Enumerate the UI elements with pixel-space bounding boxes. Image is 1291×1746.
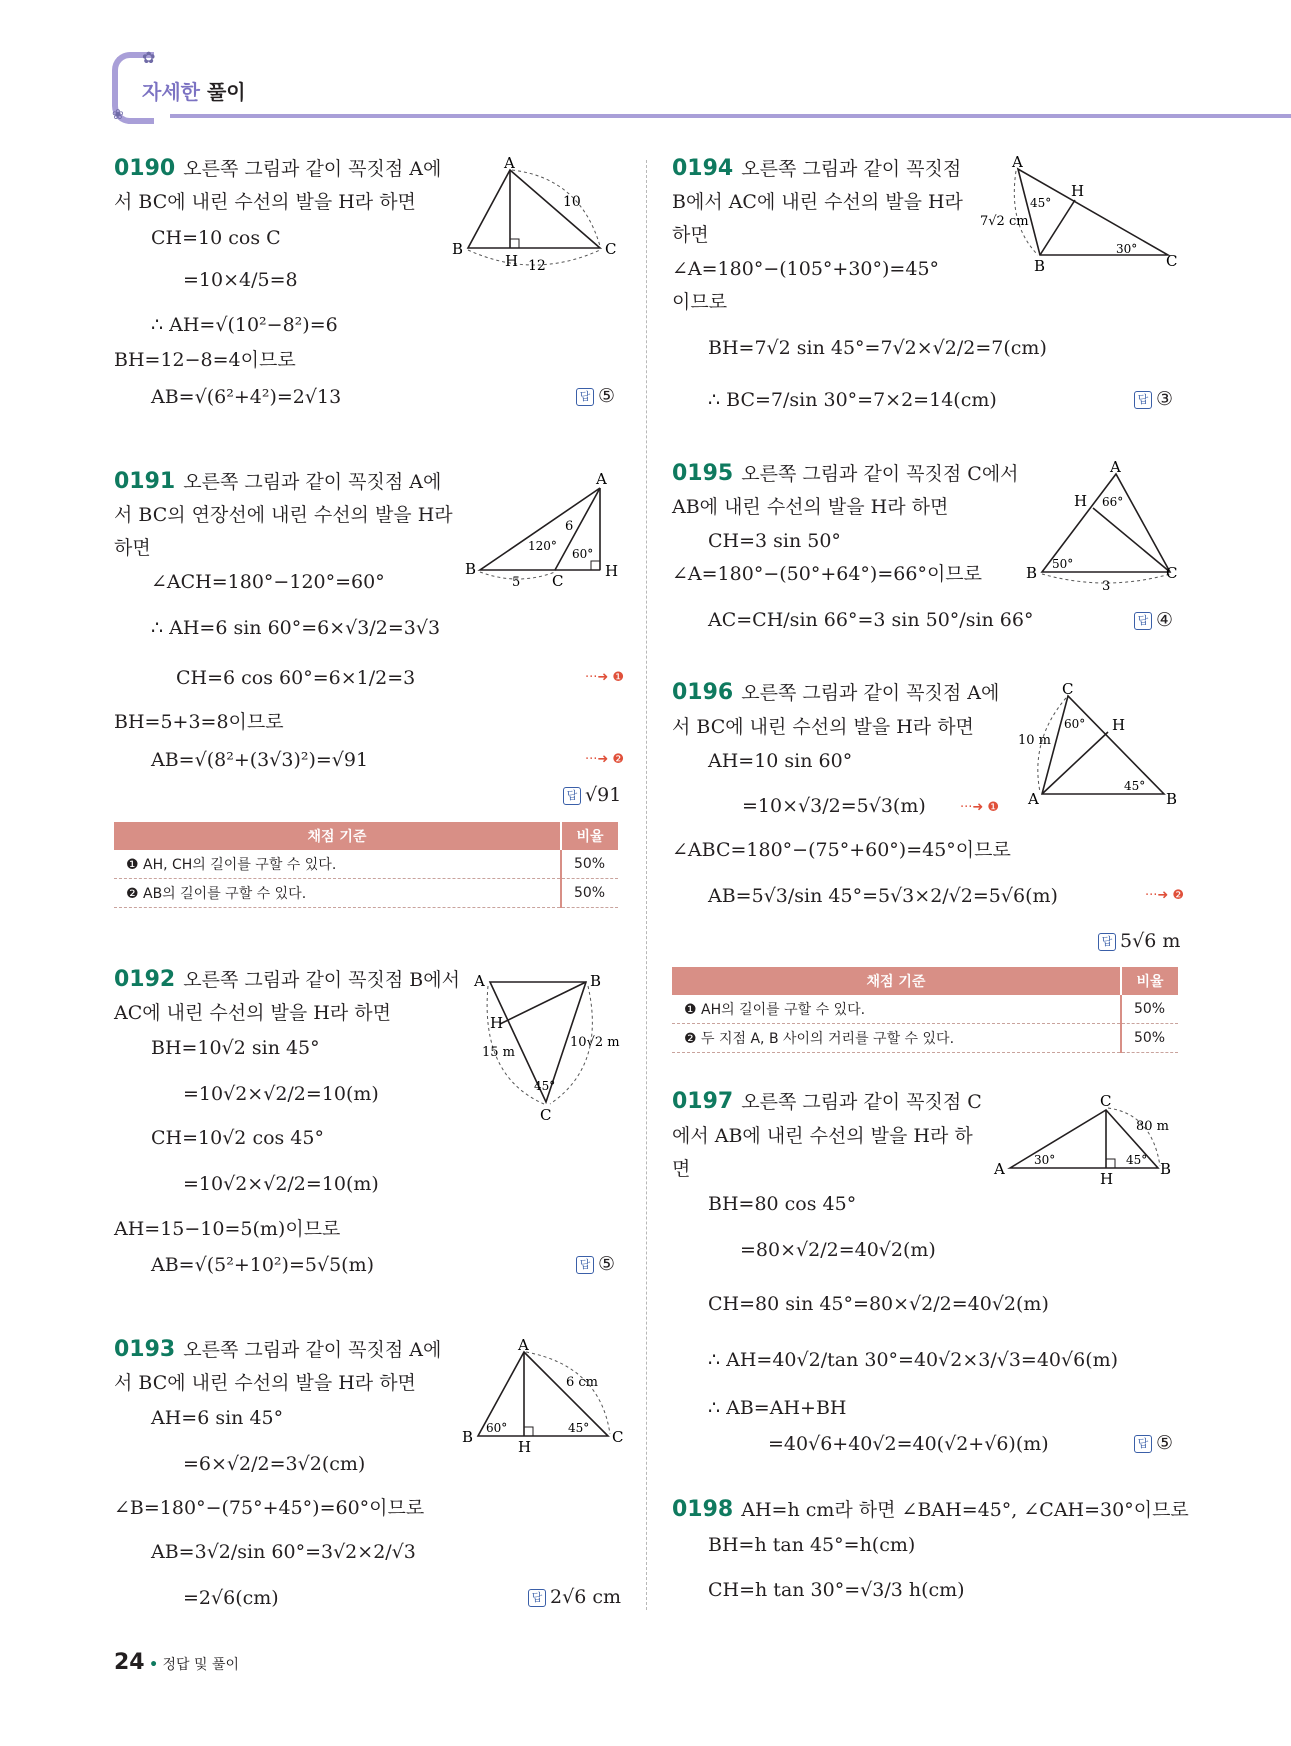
problem-line: B에서 AC에 내린 수선의 발을 H라 — [672, 191, 963, 213]
equation: ∴ AB=AH+BH — [708, 1397, 847, 1419]
column-divider — [646, 160, 647, 1610]
scoring-mark: ···➜ ❷ — [585, 752, 625, 767]
equation: BH=h tan 45°=h(cm) — [708, 1534, 916, 1556]
label-H: H — [518, 1438, 532, 1456]
label-A: A — [504, 154, 515, 172]
problem-line — [114, 157, 441, 181]
label-A: A — [596, 470, 607, 488]
label-C: C — [540, 1106, 552, 1124]
equation: AB=5√3/sin 45°=5√3×2/√2=5√6(m) — [708, 885, 1058, 907]
mark-value: ❶ — [612, 670, 625, 685]
scoring-mark: ···➜ ❶ — [585, 670, 625, 685]
cell: ❶ AH, CH의 길이를 구할 수 있다. — [114, 850, 561, 879]
mark-value: ❷ — [1172, 888, 1185, 903]
problem-number: 0194 — [672, 156, 734, 181]
text: 오른쪽 그림과 같이 꼭짓점 A에 — [741, 682, 1000, 704]
equation: ∠B=180°−(75°+45°)=60°이므로 — [114, 1497, 425, 1519]
equation: AB=3√2/sin 60°=3√2×2/√3 — [151, 1541, 416, 1563]
text: 오른쪽 그림과 같이 꼭짓점 C — [741, 1091, 982, 1113]
answer-value: √91 — [585, 784, 622, 806]
answer-badge-icon: 답 — [1098, 933, 1116, 951]
label-H: H — [505, 252, 519, 270]
problem-line: 서 BC에 내린 수선의 발을 H라 하면 — [672, 716, 974, 738]
table-header: 채점 기준 — [114, 822, 561, 850]
label-C: C — [1100, 1092, 1112, 1110]
problem-line — [114, 1338, 441, 1362]
label-45: 45° — [1126, 1153, 1148, 1167]
scoring-mark: ···➜ ❷ — [1145, 888, 1185, 903]
problem-number: 0195 — [672, 461, 734, 486]
label-C: C — [552, 572, 564, 590]
label-H: H — [490, 1014, 504, 1032]
text: 오른쪽 그림과 같이 꼭짓점 C에서 — [741, 463, 1019, 485]
answer-value: ⑤ — [598, 385, 616, 407]
problem-number: 0191 — [114, 469, 176, 494]
label-A: A — [1012, 153, 1023, 171]
label-C: C — [605, 240, 617, 258]
equation: ∠A=180°−(105°+30°)=45° — [672, 258, 940, 280]
problem-line — [672, 1498, 1189, 1522]
label-C: C — [1166, 564, 1178, 582]
answer-badge-icon: 답 — [528, 1589, 546, 1607]
label-120: 120° — [528, 539, 557, 553]
problem-line — [672, 157, 961, 181]
label-66: 66° — [1102, 495, 1124, 509]
figure-0192 — [470, 966, 630, 1124]
label-A: A — [1028, 790, 1039, 808]
figure-0193 — [460, 1338, 630, 1458]
equation: CH=80 sin 45°=80×√2/2=40√2(m) — [708, 1293, 1049, 1315]
label-30: 30° — [1034, 1153, 1056, 1167]
dashed-arc — [1014, 171, 1038, 255]
equation: AH=10 sin 60° — [708, 750, 853, 772]
mark-value: ❷ — [612, 752, 625, 767]
label-H: H — [1071, 182, 1085, 200]
equation: =10×4/5=8 — [183, 269, 298, 291]
equation: =80×√2/2=40√2(m) — [740, 1239, 936, 1261]
equation: BH=5+3=8이므로 — [114, 711, 284, 733]
cell: ❶ AH의 길이를 구할 수 있다. — [672, 995, 1121, 1024]
equation: ∠A=180°−(50°+64°)=66°이므로 — [672, 563, 983, 585]
equation: ∴ AH=√(10²−8²)=6 — [151, 314, 338, 336]
altitude — [1042, 732, 1108, 794]
equation: =6×√2/2=3√2(cm) — [183, 1453, 366, 1475]
answer-value: 2√6 cm — [550, 1586, 621, 1608]
label-45: 45° — [568, 1421, 590, 1435]
answer-value: ⑤ — [598, 1253, 616, 1275]
right-angle-mark — [591, 561, 600, 570]
equation: CH=10√2 cos 45° — [151, 1127, 324, 1149]
altitude — [500, 982, 586, 1024]
label-45: 45° — [1124, 779, 1146, 793]
problem-line: 하면 — [672, 224, 709, 246]
equation: AB=√(6²+4²)=2√13 — [151, 386, 342, 408]
separator-dot: • — [149, 1657, 159, 1673]
label-B: B — [1026, 564, 1038, 582]
equation: BH=7√2 sin 45°=7√2×√2/2=7(cm) — [708, 337, 1047, 359]
flower-icon: ✿ — [142, 48, 156, 67]
table-header: 비율 — [561, 822, 618, 850]
text: 오른쪽 그림과 같이 꼭짓점 A에 — [183, 158, 442, 180]
equation: BH=80 cos 45° — [708, 1193, 857, 1215]
triangle — [1042, 696, 1164, 794]
text: AH=h cm라 하면 ∠BAH=45°, ∠CAH=30°이므로 — [741, 1499, 1189, 1521]
table-row — [672, 1024, 1178, 1053]
cell: ❷ 두 지점 A, B 사이의 거리를 구할 수 있다. — [672, 1024, 1121, 1053]
scoring-table — [672, 967, 1178, 1053]
answer — [1134, 388, 1173, 410]
label-H: H — [1100, 1170, 1114, 1188]
label-30: 30° — [1116, 242, 1138, 256]
answer — [563, 784, 621, 806]
equation: =40√6+40√2=40(√2+√6)(m) — [768, 1433, 1049, 1455]
equation: AH=15−10=5(m)이므로 — [114, 1218, 341, 1240]
answer-value: ⑤ — [1156, 1432, 1174, 1454]
label-B: B — [465, 560, 477, 578]
equation: AB=√(8²+(3√3)²)=√91 — [151, 749, 369, 771]
label-B: B — [452, 240, 464, 258]
label-B: B — [1160, 1160, 1172, 1178]
answer — [1134, 1432, 1173, 1454]
figure-0191 — [460, 470, 630, 590]
equation: ∴ AH=6 sin 60°=6×√3/2=3√3 — [151, 617, 441, 639]
header-title-bold: 풀이 — [206, 80, 246, 104]
label-H: H — [1112, 716, 1126, 734]
label-B: B — [462, 1428, 474, 1446]
answer-badge-icon: 답 — [563, 787, 581, 805]
page-footer — [114, 1650, 239, 1675]
label-C: C — [1166, 252, 1178, 270]
problem-number: 0190 — [114, 156, 176, 181]
right-angle-mark — [1106, 1159, 1115, 1168]
label-B: B — [1166, 790, 1178, 808]
problem-line: 에서 AB에 내린 수선의 발을 H라 하 — [672, 1125, 973, 1147]
altitude — [1093, 508, 1170, 572]
equation: ∠ABC=180°−(75°+60°)=45°이므로 — [672, 839, 1011, 861]
equation: =10√2×√2/2=10(m) — [183, 1173, 379, 1195]
label-10: 10 — [563, 194, 581, 210]
equation: 이므로 — [672, 291, 728, 313]
equation: BH=12−8=4이므로 — [114, 349, 296, 371]
equation: AC=CH/sin 66°=3 sin 50°/sin 66° — [708, 609, 1034, 631]
label-10m: 10 m — [1018, 733, 1052, 748]
problem-line: AB에 내린 수선의 발을 H라 하면 — [672, 496, 949, 518]
answer-badge-icon: 답 — [1134, 1435, 1152, 1453]
label-60: 60° — [1064, 717, 1086, 731]
equation: CH=3 sin 50° — [708, 530, 841, 552]
figure-0190 — [450, 154, 620, 274]
problem-number: 0197 — [672, 1089, 734, 1114]
equation: ∴ AH=40√2/tan 30°=40√2×3/√3=40√6(m) — [708, 1349, 1119, 1371]
label-60: 60° — [486, 1421, 508, 1435]
table-header: 비율 — [1121, 967, 1178, 995]
label-A: A — [518, 1336, 529, 1354]
cell: 50% — [561, 850, 618, 879]
footer-label: 정답 및 풀이 — [162, 1657, 240, 1673]
right-angle-mark — [524, 1427, 533, 1436]
problem-line — [114, 470, 441, 494]
page-number: 24 — [114, 1650, 145, 1675]
text: 오른쪽 그림과 같이 꼭짓점 B에서 — [183, 969, 460, 991]
equation: CH=h tan 30°=√3/3 h(cm) — [708, 1579, 965, 1601]
equation: =2√6(cm) — [183, 1587, 279, 1609]
label-12: 12 — [528, 258, 546, 274]
scoring-table — [114, 822, 618, 908]
equation: ∠ACH=180°−120°=60° — [151, 571, 385, 593]
figure-0197 — [990, 1090, 1180, 1190]
problem-line: 하면 — [114, 537, 151, 559]
answer — [1134, 609, 1173, 631]
answer-badge-icon: 답 — [576, 388, 594, 406]
problem-number: 0192 — [114, 967, 176, 992]
cell: ❷ AB의 길이를 구할 수 있다. — [114, 879, 561, 908]
label-A: A — [474, 972, 485, 990]
equation: =10×√3/2=5√3(m) — [742, 795, 926, 817]
problem-line: 서 BC에 내린 수선의 발을 H라 하면 — [114, 1372, 416, 1394]
label-A: A — [1110, 458, 1121, 476]
answer-badge-icon: 답 — [576, 1256, 594, 1274]
scoring-mark: ···➜ ❶ — [960, 800, 1000, 815]
problem-line: 서 BC에 내린 수선의 발을 H라 하면 — [114, 191, 416, 213]
label-45: 45° — [1030, 196, 1052, 210]
text: 오른쪽 그림과 같이 꼭짓점 A에 — [183, 471, 442, 493]
answer — [1098, 930, 1180, 952]
problem-line — [672, 681, 999, 705]
label-7root2cm: 7√2 cm — [980, 214, 1029, 229]
figure-0196 — [1012, 680, 1182, 810]
table-row — [672, 995, 1178, 1024]
figure-0195 — [1018, 458, 1188, 594]
table-row — [114, 850, 618, 879]
problem-line — [672, 462, 1019, 486]
label-6cm: 6 cm — [566, 1375, 599, 1390]
problem-number: 0198 — [672, 1497, 734, 1522]
problem-line — [672, 1090, 982, 1114]
label-C: C — [612, 1428, 624, 1446]
page-header — [112, 48, 1291, 123]
equation: =10√2×√2/2=10(m) — [183, 1083, 379, 1105]
flower-icon: ❀ — [112, 107, 124, 123]
header-title — [142, 76, 246, 105]
label-45: 45° — [534, 1079, 556, 1093]
table-row — [114, 879, 618, 908]
problem-line: AC에 내린 수선의 발을 H라 하면 — [114, 1002, 391, 1024]
cell: 50% — [561, 879, 618, 908]
label-H: H — [1074, 492, 1088, 510]
label-5: 5 — [512, 575, 521, 590]
label-B: B — [1034, 257, 1046, 275]
label-60: 60° — [572, 547, 594, 561]
label-3: 3 — [1102, 579, 1111, 594]
label-50: 50° — [1052, 557, 1074, 571]
table-header: 채점 기준 — [672, 967, 1121, 995]
problem-number: 0196 — [672, 680, 734, 705]
label-6: 6 — [565, 519, 574, 534]
equation: ∴ BC=7/sin 30°=7×2=14(cm) — [708, 389, 997, 411]
answer-badge-icon: 답 — [1134, 391, 1152, 409]
problem-line — [114, 968, 460, 992]
label-80m: 80 m — [1136, 1119, 1170, 1134]
label-10root2m: 10√2 m — [570, 1035, 620, 1050]
equation: AH=6 sin 45° — [151, 1407, 284, 1429]
mark-value: ❶ — [987, 800, 1000, 815]
answer — [528, 1586, 621, 1608]
triangle — [1018, 169, 1168, 255]
label-C: C — [1062, 680, 1074, 698]
label-B: B — [590, 972, 602, 990]
header-rule — [170, 114, 1291, 118]
answer-value: 5√6 m — [1120, 930, 1181, 952]
cell: 50% — [1121, 995, 1178, 1024]
label-H: H — [605, 562, 619, 580]
answer — [576, 1253, 615, 1275]
equation: AB=√(5²+10²)=5√5(m) — [151, 1254, 374, 1276]
equation: CH=10 cos C — [151, 227, 281, 249]
answer-value: ④ — [1156, 609, 1174, 631]
equation: BH=10√2 sin 45° — [151, 1037, 320, 1059]
equation: CH=6 cos 60°=6×1/2=3 — [176, 667, 416, 689]
answer — [576, 385, 615, 407]
label-A: A — [994, 1160, 1005, 1178]
problem-number: 0193 — [114, 1337, 176, 1362]
right-angle-mark — [510, 239, 519, 248]
problem-line: 면 — [672, 1158, 691, 1180]
dashed-arc — [512, 170, 600, 246]
label-15m: 15 m — [482, 1045, 516, 1060]
answer-badge-icon: 답 — [1134, 612, 1152, 630]
cell: 50% — [1121, 1024, 1178, 1053]
header-label: 자세한 — [142, 80, 200, 104]
text: 오른쪽 그림과 같이 꼭짓점 — [741, 158, 962, 180]
problem-line: 서 BC의 연장선에 내린 수선의 발을 H라 — [114, 504, 453, 526]
text: 오른쪽 그림과 같이 꼭짓점 A에 — [183, 1339, 442, 1361]
answer-value: ③ — [1156, 388, 1174, 410]
figure-0194 — [978, 155, 1178, 275]
